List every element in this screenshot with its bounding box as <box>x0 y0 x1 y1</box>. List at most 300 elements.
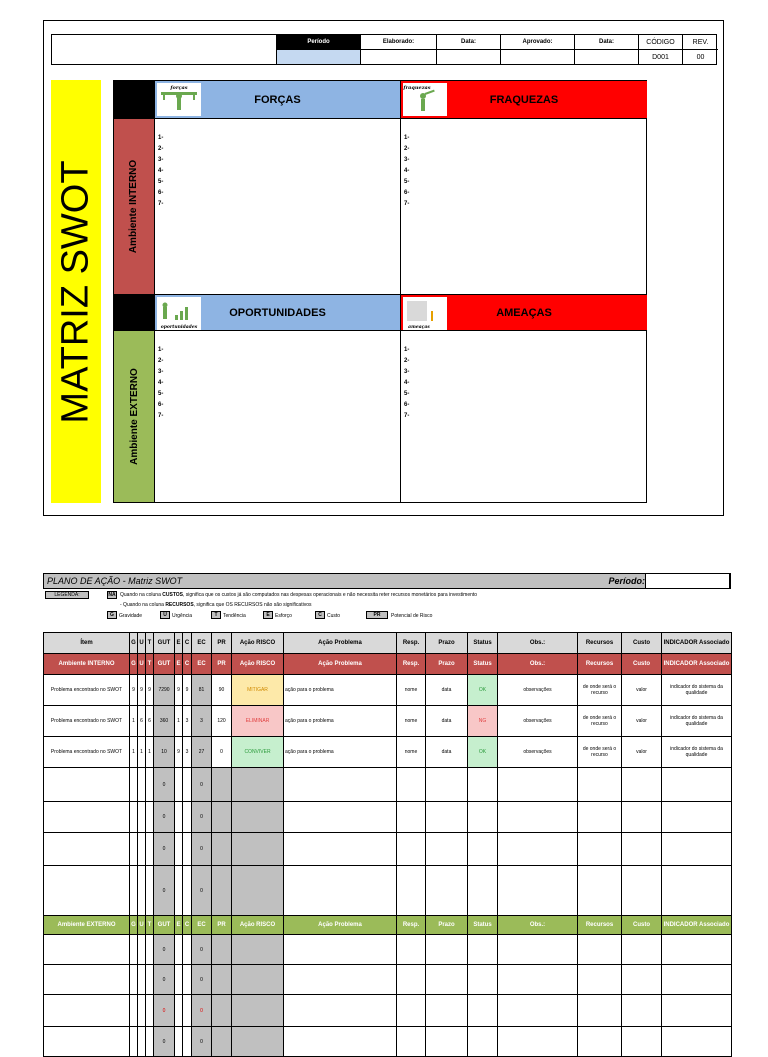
oportunidades-logo-text: oportunidades <box>160 325 198 330</box>
table-cell-status[interactable]: OK <box>468 737 498 768</box>
table-cell-g[interactable]: 9 <box>130 675 138 706</box>
header-elaborado[interactable] <box>360 35 436 64</box>
legend <box>43 589 731 629</box>
table-cell-prazo[interactable] <box>426 935 468 965</box>
legend-text-pr: Potencial de Risco <box>391 613 433 619</box>
table-cell-item[interactable] <box>44 1027 130 1057</box>
table-cell-t[interactable] <box>146 935 154 965</box>
table-cell-pr[interactable] <box>212 768 232 802</box>
table-cell-custo[interactable] <box>622 802 662 833</box>
table-cell-acao_problema[interactable]: ação para o problema <box>284 706 397 737</box>
table-cell-prazo[interactable] <box>426 965 468 995</box>
oportunidades-item[interactable]: 7- <box>158 413 164 419</box>
header-aprovado[interactable] <box>500 35 574 64</box>
table-cell-pr[interactable]: 120 <box>212 706 232 737</box>
table-cell-ec[interactable]: 0 <box>192 995 212 1027</box>
ameacas-list[interactable] <box>401 330 647 502</box>
table-cell-recursos[interactable] <box>578 833 622 866</box>
table-row[interactable] <box>44 935 732 965</box>
column-header: G <box>130 654 138 675</box>
table-cell-item[interactable]: Problema encontrado no SWOT <box>44 706 130 737</box>
table-cell-obs[interactable] <box>498 995 578 1027</box>
table-row[interactable] <box>44 965 732 995</box>
table-cell-e[interactable] <box>175 866 183 916</box>
column-header: EC <box>192 654 212 675</box>
legend-box-g: G <box>107 611 117 619</box>
table-cell-pr[interactable] <box>212 833 232 866</box>
table-cell-item[interactable] <box>44 802 130 833</box>
legend-text-g: Gravidade <box>119 613 143 619</box>
table-cell-u[interactable]: 1 <box>138 737 146 768</box>
table-row[interactable] <box>44 802 732 833</box>
plano-periodo-input[interactable] <box>645 573 730 589</box>
table-cell-prazo[interactable]: data <box>426 737 468 768</box>
forcas-item[interactable]: 6- <box>158 190 164 196</box>
table-cell-prazo[interactable] <box>426 1027 468 1057</box>
table-cell-e[interactable] <box>175 995 183 1027</box>
table-cell-g[interactable] <box>130 866 138 916</box>
column-header: Resp. <box>397 633 426 654</box>
table-cell-resp[interactable] <box>397 995 426 1027</box>
column-header: E <box>175 916 183 935</box>
table-cell-item[interactable] <box>44 866 130 916</box>
table-cell-recursos[interactable]: de onde será o recurso <box>578 675 622 706</box>
table-row[interactable] <box>44 833 732 866</box>
externo-label: Ambiente EXTERNO <box>128 368 140 465</box>
table-cell-acao_risco[interactable]: MITIGAR <box>232 675 284 706</box>
table-row[interactable] <box>44 706 732 737</box>
table-cell-prazo[interactable] <box>426 833 468 866</box>
table-cell-t[interactable] <box>146 802 154 833</box>
column-header: U <box>138 654 146 675</box>
table-cell-recursos[interactable] <box>578 1027 622 1057</box>
table-cell-gut[interactable]: 0 <box>154 802 175 833</box>
ameacas-item[interactable]: 7- <box>404 413 410 419</box>
table-cell-pr[interactable] <box>212 965 232 995</box>
table-cell-indicador[interactable] <box>662 935 732 965</box>
table-cell-acao_risco[interactable] <box>232 1027 284 1057</box>
forcas-list[interactable] <box>155 118 401 294</box>
table-cell-gut[interactable]: 0 <box>154 866 175 916</box>
table-cell-u[interactable]: 6 <box>138 706 146 737</box>
legend-na-box: NA <box>108 592 116 598</box>
ameacas-item[interactable]: 2- <box>404 358 410 364</box>
table-cell-custo[interactable] <box>622 866 662 916</box>
forcas-item[interactable]: 5- <box>158 179 164 185</box>
table-cell-u[interactable] <box>138 995 146 1027</box>
table-cell-obs[interactable]: observações <box>498 737 578 768</box>
table-cell-recursos[interactable] <box>578 935 622 965</box>
table-cell-item[interactable]: Problema encontrado no SWOT <box>44 737 130 768</box>
table-cell-custo[interactable] <box>622 965 662 995</box>
table-cell-ec[interactable]: 0 <box>192 866 212 916</box>
table-cell-recursos[interactable] <box>578 768 622 802</box>
table-cell-status[interactable] <box>468 768 498 802</box>
table-cell-gut[interactable]: 10 <box>154 737 175 768</box>
table-cell-gut[interactable]: 0 <box>154 965 175 995</box>
table-cell-indicador[interactable] <box>662 768 732 802</box>
table-cell-obs[interactable] <box>498 965 578 995</box>
column-header: T <box>146 633 154 654</box>
table-cell-u[interactable] <box>138 965 146 995</box>
table-cell-e[interactable] <box>175 935 183 965</box>
table-cell-acao_problema[interactable] <box>284 802 397 833</box>
table-cell-obs[interactable] <box>498 935 578 965</box>
table-cell-e[interactable] <box>175 833 183 866</box>
column-header: Recursos <box>578 916 622 935</box>
table-cell-acao_risco[interactable]: ELIMINAR <box>232 706 284 737</box>
oportunidades-item[interactable]: 1- <box>158 347 164 353</box>
table-cell-item[interactable] <box>44 833 130 866</box>
table-cell-gut[interactable]: 0 <box>154 833 175 866</box>
table-cell-c[interactable] <box>183 768 192 802</box>
table-cell-pr[interactable] <box>212 866 232 916</box>
elaborado-label: Elaborado: <box>361 35 436 50</box>
table-cell-c[interactable] <box>183 802 192 833</box>
ameacas-title: AMEAÇAS <box>496 306 552 319</box>
table-cell-custo[interactable] <box>622 1027 662 1057</box>
table-cell-g[interactable] <box>130 1027 138 1057</box>
table-cell-status[interactable] <box>468 965 498 995</box>
table-cell-t[interactable]: 9 <box>146 675 154 706</box>
table-row[interactable] <box>44 768 732 802</box>
legend-box-pr: PR <box>366 611 388 619</box>
table-cell-obs[interactable]: observações <box>498 706 578 737</box>
table-cell-c[interactable] <box>183 833 192 866</box>
table-cell-ec[interactable]: 0 <box>192 965 212 995</box>
table-cell-prazo[interactable] <box>426 866 468 916</box>
table-cell-gut[interactable]: 0 <box>154 768 175 802</box>
table-cell-recursos[interactable]: de onde será o recurso <box>578 706 622 737</box>
column-header: Recursos <box>578 633 622 654</box>
ameacas-item[interactable]: 5- <box>404 391 410 397</box>
table-cell-acao_problema[interactable] <box>284 935 397 965</box>
oportunidades-item[interactable]: 5- <box>158 391 164 397</box>
table-cell-t[interactable] <box>146 768 154 802</box>
table-cell-custo[interactable] <box>622 995 662 1027</box>
data-value[interactable] <box>437 50 500 64</box>
table-cell-g[interactable]: 1 <box>130 706 138 737</box>
table-cell-recursos[interactable]: de onde será o recurso <box>578 737 622 768</box>
table-cell-indicador[interactable] <box>662 833 732 866</box>
table-cell-recursos[interactable] <box>578 995 622 1027</box>
header-data[interactable] <box>436 35 500 64</box>
table-cell-gut[interactable]: 0 <box>154 935 175 965</box>
column-header: INDICADOR Associado <box>662 916 732 935</box>
ameacas-item[interactable]: 3- <box>404 369 410 375</box>
table-cell-status[interactable]: NG <box>468 706 498 737</box>
table-cell-prazo[interactable]: data <box>426 706 468 737</box>
table-cell-acao_problema[interactable] <box>284 995 397 1027</box>
header-blank <box>52 35 276 64</box>
table-cell-recursos[interactable] <box>578 866 622 916</box>
table-cell-acao_risco[interactable] <box>232 965 284 995</box>
table-cell-resp[interactable] <box>397 866 426 916</box>
table-row[interactable] <box>44 675 732 706</box>
table-cell-recursos[interactable] <box>578 965 622 995</box>
table-cell-resp[interactable] <box>397 965 426 995</box>
table-cell-status[interactable] <box>468 866 498 916</box>
table-cell-gut[interactable]: 0 <box>154 1027 175 1057</box>
column-header: U <box>138 633 146 654</box>
table-cell-c[interactable] <box>183 965 192 995</box>
table-cell-item[interactable]: Problema encontrado no SWOT <box>44 675 130 706</box>
table-row[interactable] <box>44 1027 732 1057</box>
table-cell-indicador[interactable] <box>662 802 732 833</box>
table-cell-indicador[interactable]: indicador do sistema da qualidade <box>662 737 732 768</box>
table-cell-acao_problema[interactable]: ação para o problema <box>284 675 397 706</box>
table-cell-indicador[interactable]: indicador do sistema da qualidade <box>662 706 732 737</box>
table-cell-obs[interactable] <box>498 833 578 866</box>
oportunidades-list[interactable] <box>155 330 401 502</box>
ameacas-item[interactable]: 6- <box>404 402 410 408</box>
forcas-item[interactable]: 4- <box>158 168 164 174</box>
table-cell-c[interactable] <box>183 935 192 965</box>
forcas-item[interactable]: 3- <box>158 157 164 163</box>
table-cell-gut[interactable]: 360 <box>154 706 175 737</box>
table-cell-indicador[interactable] <box>662 866 732 916</box>
table-cell-resp[interactable] <box>397 833 426 866</box>
table-cell-e[interactable]: 1 <box>175 706 183 737</box>
table-cell-c[interactable] <box>183 866 192 916</box>
table-cell-g[interactable] <box>130 802 138 833</box>
column-header: Prazo <box>426 654 468 675</box>
table-cell-ec[interactable]: 0 <box>192 935 212 965</box>
table-cell-acao_problema[interactable] <box>284 768 397 802</box>
table-cell-e[interactable] <box>175 1027 183 1057</box>
column-header: Ítem <box>44 633 130 654</box>
header-rev <box>682 35 718 64</box>
table-cell-status[interactable] <box>468 935 498 965</box>
table-cell-t[interactable]: 1 <box>146 737 154 768</box>
table-cell-t[interactable] <box>146 1027 154 1057</box>
table-cell-obs[interactable] <box>498 802 578 833</box>
table-cell-item[interactable] <box>44 768 130 802</box>
table-cell-custo[interactable] <box>622 935 662 965</box>
table-row[interactable] <box>44 995 732 1027</box>
header-periodo[interactable] <box>276 35 360 64</box>
table-cell-g[interactable] <box>130 768 138 802</box>
table-cell-item[interactable] <box>44 965 130 995</box>
forcas-logo <box>157 83 201 116</box>
table-cell-acao_risco[interactable] <box>232 995 284 1027</box>
column-header: EC <box>192 633 212 654</box>
table-cell-resp[interactable]: nome <box>397 675 426 706</box>
table-cell-pr[interactable]: 90 <box>212 675 232 706</box>
column-header: Status <box>468 633 498 654</box>
table-cell-u[interactable]: 9 <box>138 675 146 706</box>
table-cell-item[interactable] <box>44 935 130 965</box>
table-cell-pr[interactable] <box>212 935 232 965</box>
table-cell-u[interactable] <box>138 768 146 802</box>
table-cell-gut[interactable]: 0 <box>154 995 175 1027</box>
table-cell-ec[interactable]: 0 <box>192 1027 212 1057</box>
ameacas-item[interactable]: 4- <box>404 380 410 386</box>
table-cell-acao_problema[interactable] <box>284 833 397 866</box>
table-cell-custo[interactable]: valor <box>622 675 662 706</box>
fraquezas-item[interactable]: 5- <box>404 179 410 185</box>
oportunidades-item[interactable]: 4- <box>158 380 164 386</box>
table-cell-obs[interactable] <box>498 1027 578 1057</box>
table-cell-prazo[interactable] <box>426 995 468 1027</box>
table-cell-acao_problema[interactable] <box>284 1027 397 1057</box>
table-cell-t[interactable] <box>146 995 154 1027</box>
table-cell-u[interactable] <box>138 1027 146 1057</box>
ameacas-item[interactable]: 1- <box>404 347 410 353</box>
legend-text-t: Tendência <box>223 613 246 619</box>
middle-black <box>114 294 155 330</box>
table-row[interactable] <box>44 866 732 916</box>
table-cell-u[interactable] <box>138 833 146 866</box>
side-externo <box>114 330 155 502</box>
oportunidades-item[interactable]: 2- <box>158 358 164 364</box>
table-cell-indicador[interactable] <box>662 995 732 1027</box>
table-cell-u[interactable] <box>138 802 146 833</box>
table-cell-obs[interactable] <box>498 768 578 802</box>
table-cell-pr[interactable] <box>212 995 232 1027</box>
forcas-item[interactable]: 1- <box>158 135 164 141</box>
table-cell-pr[interactable] <box>212 1027 232 1057</box>
plano-table <box>43 632 732 1057</box>
table-cell-e[interactable]: 9 <box>175 675 183 706</box>
table-cell-indicador[interactable] <box>662 1027 732 1057</box>
table-cell-c[interactable]: 3 <box>183 737 192 768</box>
fraquezas-item[interactable]: 7- <box>404 201 410 207</box>
swot-title: MATRIZ SWOT <box>54 159 97 424</box>
fraquezas-item[interactable]: 4- <box>404 168 410 174</box>
column-header: Ação RISCO <box>232 654 284 675</box>
table-cell-gut[interactable]: 7290 <box>154 675 175 706</box>
column-header: C <box>183 916 192 935</box>
fraquezas-item[interactable]: 6- <box>404 190 410 196</box>
table-cell-acao_risco[interactable] <box>232 833 284 866</box>
periodo-value[interactable] <box>277 50 360 64</box>
table-cell-status[interactable] <box>468 1027 498 1057</box>
legend-box-u: U <box>160 611 170 619</box>
table-cell-indicador[interactable] <box>662 965 732 995</box>
table-cell-g[interactable] <box>130 965 138 995</box>
table-cell-resp[interactable] <box>397 935 426 965</box>
forcas-item[interactable]: 2- <box>158 146 164 152</box>
table-cell-pr[interactable]: 0 <box>212 737 232 768</box>
document-header <box>51 34 717 65</box>
fraquezas-list[interactable] <box>401 118 647 294</box>
forcas-logo-text: forças <box>170 85 188 91</box>
table-cell-acao_risco[interactable] <box>232 768 284 802</box>
table-cell-c[interactable] <box>183 1027 192 1057</box>
table-cell-ec[interactable]: 0 <box>192 802 212 833</box>
legend-box-c: C <box>315 611 325 619</box>
table-cell-acao_problema[interactable] <box>284 866 397 916</box>
table-cell-g[interactable] <box>130 833 138 866</box>
table-cell-g[interactable] <box>130 935 138 965</box>
table-cell-acao_risco[interactable] <box>232 935 284 965</box>
oportunidades-item[interactable]: 3- <box>158 369 164 375</box>
column-header: E <box>175 654 183 675</box>
table-cell-resp[interactable]: nome <box>397 706 426 737</box>
table-cell-c[interactable] <box>183 995 192 1027</box>
table-cell-g[interactable]: 1 <box>130 737 138 768</box>
table-cell-status[interactable] <box>468 802 498 833</box>
table-cell-resp[interactable]: nome <box>397 737 426 768</box>
table-cell-ec[interactable]: 81 <box>192 675 212 706</box>
table-cell-e[interactable] <box>175 768 183 802</box>
table-cell-obs[interactable] <box>498 866 578 916</box>
table-cell-c[interactable]: 9 <box>183 675 192 706</box>
table-cell-prazo[interactable] <box>426 802 468 833</box>
table-cell-t[interactable] <box>146 866 154 916</box>
table-cell-pr[interactable] <box>212 802 232 833</box>
table-cell-custo[interactable] <box>622 768 662 802</box>
forcas-item[interactable]: 7- <box>158 201 164 207</box>
column-header: G <box>130 916 138 935</box>
table-cell-acao_problema[interactable]: ação para o problema <box>284 737 397 768</box>
data2-value[interactable] <box>575 50 638 64</box>
table-cell-u[interactable] <box>138 866 146 916</box>
elaborado-value[interactable] <box>361 50 436 64</box>
section-interno-row <box>44 654 732 675</box>
fraquezas-item[interactable]: 2- <box>404 146 410 152</box>
table-cell-ec[interactable]: 0 <box>192 833 212 866</box>
column-header: Custo <box>622 633 662 654</box>
column-header: GUT <box>154 654 175 675</box>
table-cell-ec[interactable]: 3 <box>192 706 212 737</box>
table-cell-custo[interactable] <box>622 833 662 866</box>
table-cell-t[interactable] <box>146 965 154 995</box>
table-cell-resp[interactable] <box>397 802 426 833</box>
table-cell-c[interactable]: 3 <box>183 706 192 737</box>
oportunidades-item[interactable]: 6- <box>158 402 164 408</box>
table-cell-e[interactable] <box>175 802 183 833</box>
table-cell-g[interactable] <box>130 995 138 1027</box>
column-header: Resp. <box>397 916 426 935</box>
table-cell-recursos[interactable] <box>578 802 622 833</box>
legenda-label: LEGENDA: <box>45 591 89 599</box>
table-cell-item[interactable] <box>44 995 130 1027</box>
table-cell-custo[interactable]: valor <box>622 737 662 768</box>
table-cell-acao_risco[interactable]: CONVIVER <box>232 737 284 768</box>
table-cell-e[interactable] <box>175 965 183 995</box>
header-data2[interactable] <box>574 35 638 64</box>
aprovado-value[interactable] <box>501 50 574 64</box>
table-cell-resp[interactable] <box>397 768 426 802</box>
table-cell-ec[interactable]: 0 <box>192 768 212 802</box>
table-cell-t[interactable]: 6 <box>146 706 154 737</box>
table-cell-acao_problema[interactable] <box>284 965 397 995</box>
table-cell-indicador[interactable]: indicador do sistema da qualidade <box>662 675 732 706</box>
table-cell-ec[interactable]: 27 <box>192 737 212 768</box>
table-cell-status[interactable] <box>468 995 498 1027</box>
table-cell-acao_risco[interactable] <box>232 802 284 833</box>
table-cell-status[interactable] <box>468 833 498 866</box>
table-cell-acao_risco[interactable] <box>232 866 284 916</box>
table-cell-status[interactable]: OK <box>468 675 498 706</box>
column-header: Status <box>468 916 498 935</box>
fraquezas-item[interactable]: 3- <box>404 157 410 163</box>
table-cell-prazo[interactable] <box>426 768 468 802</box>
table-cell-t[interactable] <box>146 833 154 866</box>
table-cell-custo[interactable]: valor <box>622 706 662 737</box>
legend-box-t: T <box>211 611 221 619</box>
fraquezas-item[interactable]: 1- <box>404 135 410 141</box>
table-cell-prazo[interactable]: data <box>426 675 468 706</box>
table-cell-obs[interactable]: observações <box>498 675 578 706</box>
table-cell-u[interactable] <box>138 935 146 965</box>
table-cell-e[interactable]: 9 <box>175 737 183 768</box>
table-row[interactable] <box>44 737 732 768</box>
ameacas-logo <box>403 297 447 330</box>
table-cell-resp[interactable] <box>397 1027 426 1057</box>
